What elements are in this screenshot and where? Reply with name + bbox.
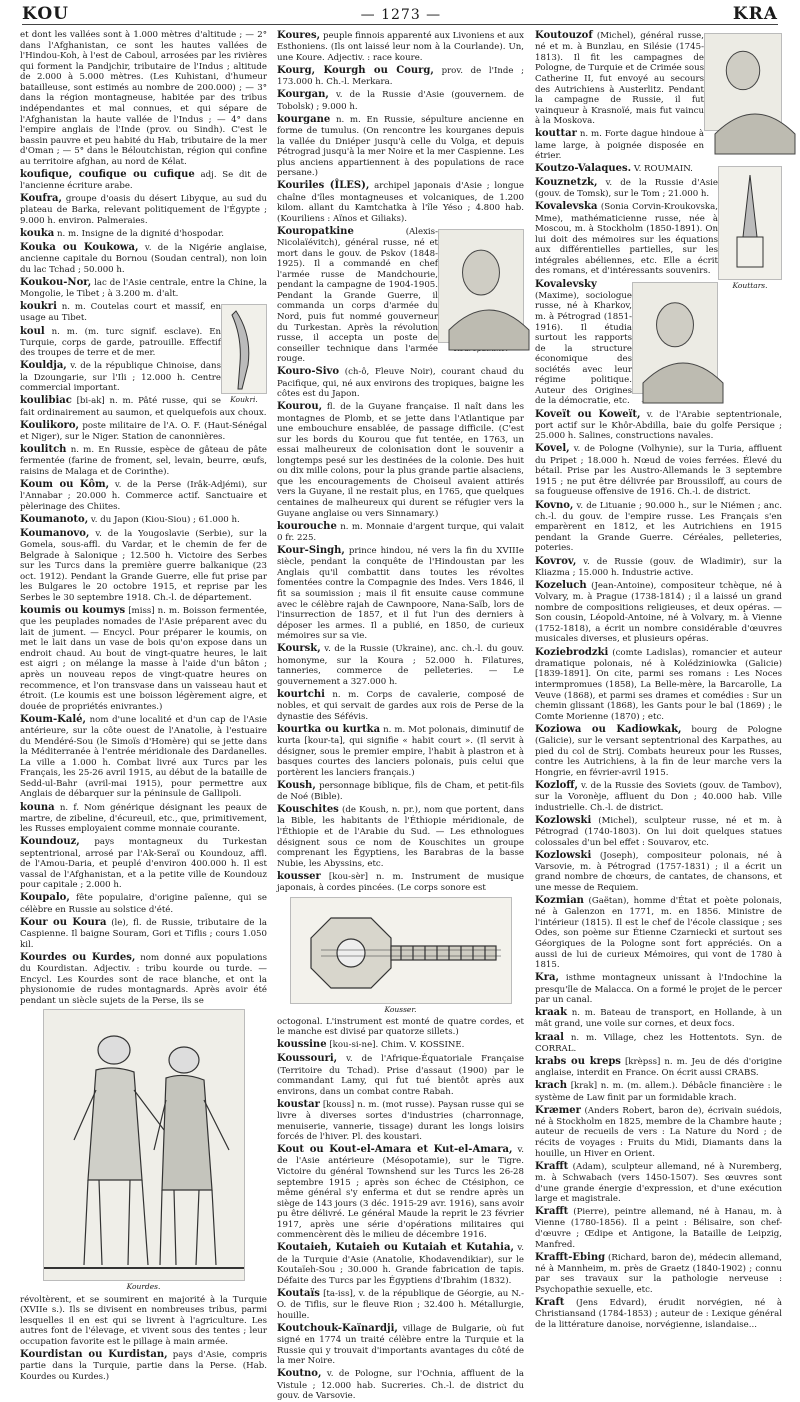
entry-definition: n. f. Nom générique désignant les peaux de martre, de zibeline, d'écureuil, etc., que, primitivement, les Russes employaient comme monnaie courante.	[20, 802, 268, 835]
dictionary-entry	[535, 1056, 782, 1079]
dictionary-entry	[535, 647, 782, 723]
entry-headword: Kouriles (ÎLES),	[277, 180, 370, 192]
dictionary-entry	[20, 479, 267, 512]
dictionary-entry	[277, 1323, 524, 1367]
entry-headword: Kozlowski	[535, 814, 592, 826]
entry-definition: adj. Se dit de l'ancienne écriture arabe.	[20, 169, 268, 192]
col1-entries-continued	[20, 1295, 267, 1383]
entry-definition: n. m. Corps de cavalerie, composé de nobles, et qui servait de gardes aux rois de Perse de la dynastie des Séfévis.	[277, 689, 524, 722]
dictionary-entry	[277, 643, 524, 687]
entry-definition: v. de Lituanie ; 90.000 h., sur le Niémen ; anc. ch.-l. du gouv. de l'empire russe. Les Français s'en emparèrent en 1812, et les Autrichiens en 1915 pendant la Grande Guerre. Céréales, pelleteries, poteries.	[535, 500, 782, 554]
entry-headword: Koziowa ou Kadiowkak,	[535, 723, 682, 735]
entry-headword: kouttar	[535, 128, 577, 140]
dictionary-entry	[277, 871, 524, 894]
caption-koukri: Koukri.	[230, 395, 258, 405]
entry-definition: poste militaire de l'A. O. F. (Haut-Sénégal et Niger), sur le Niger. Station de canonnières.	[20, 420, 267, 443]
dictionary-entry	[277, 30, 524, 63]
entry-headword: Kozloff,	[535, 779, 578, 791]
dictionary-entry	[535, 780, 782, 813]
dictionary-entry	[277, 89, 524, 112]
entry-definition: (Sonia Corvin-Kroukovska, Mme), mathématicienne russe, née à Moscou, m. à Stockholm (1850-1891). On lui doit des mémoires sur les équations aux différentielles partielles, sur les intégrales abéliennes, etc. Elle a écrit des romans, et d'intéressants souvenirs.	[535, 202, 718, 277]
dictionary-entry	[277, 1242, 524, 1286]
dictionary-entry	[277, 804, 524, 869]
dictionary-entry	[535, 1080, 782, 1103]
entry-definition: fl. de la Guyane française. Il naît dans les montagnes de Plomb, et se jette dans l'Atlantique par une embouchure ensablée, de passage difficile. (C'est sur les bords du Kourou que fut tentée, en 1763, un essai malheureux de colonisation dont le souvenir a longtemps pesé sur les destinées de la colonie. Des huit ou dix mille colons, pour la plus grande partie alsaciens, que les encouragements de Choiseul avaient attirés vers la Guyane, il ne restait plus, en 1765, que quelques centaines de malheureux qui durent se réfugier vers la Guyane anglaise ou vers Sinnamary.)	[277, 402, 524, 519]
kovalevska-illustration	[632, 282, 718, 394]
dictionary-entry	[20, 242, 267, 275]
entry-headword: Koutouzof	[535, 30, 593, 41]
dictionary-entry	[20, 277, 267, 300]
dictionary-entry	[535, 1032, 782, 1055]
caption-kourdes: Kourdes.	[126, 1282, 161, 1292]
caption-kouttars: Kouttars.	[732, 281, 768, 291]
entry-headword: Kourdistan ou Kurdistan,	[20, 1348, 168, 1360]
figure-kouropatkine	[438, 229, 524, 353]
column-1	[20, 30, 268, 1382]
dictionary-entry	[277, 1039, 524, 1051]
entry-headword: Kovalevska	[535, 201, 598, 213]
entry-headword: Kozeluch	[535, 579, 587, 591]
entry-definition: (Joseph), compositeur polonais, né à Varsovie, m. à Pétrograd (1757-1831) ; il a écrit un grand nombre de chœurs, de cantates, de chansons, et une messe de Requiem.	[535, 850, 782, 893]
entry-headword: Koutno,	[277, 1368, 322, 1380]
entry-headword: Koutchouk-Kaïnardji,	[277, 1322, 398, 1334]
entry-headword: Koumanoto,	[20, 513, 89, 525]
entry-headword: Koutzo-Valaques.	[535, 163, 632, 175]
entry-definition: v. de Russie (gouv. de Wladimir), sur la Kliazma ; 15.000 h. Industrie active.	[535, 556, 782, 578]
entry-headword: Koundouz,	[20, 836, 80, 848]
kouttars-illustration	[718, 166, 782, 280]
entry-headword: Kouznetzk,	[535, 177, 598, 189]
entry-headword: koukri	[20, 301, 57, 313]
entry-definition: v. de la Perse (Irâk-Adjémi), sur l'Annabar ; 20.000 h. Commerce actif. Sanctuaire et pèlerinage des Chiites.	[20, 480, 267, 512]
dictionary-entry	[277, 689, 524, 722]
koutouzof-illustration	[704, 33, 782, 131]
dictionary-entry	[535, 1206, 782, 1250]
entry-definition: pays montagneux du Turkestan septentrional, arrosé par l'Ak-Seraï ou Koundouz, affl. de l'Amou-Daria, et peuplé d'environ 400.000 h. Il est vassal de l'Afghanistan, et a la petite ville de Koundouz pour capitale ; 2.000 h.	[20, 837, 268, 891]
dictionary-entry	[277, 1017, 524, 1038]
figure-kousser	[277, 897, 524, 1014]
entry-definition: groupe d'oasis du désert Libyque, au sud du plateau de Barka, relevant politiquement de l'Égypte ; 9.000 h. environ. Palmeraies.	[20, 194, 267, 227]
entry-headword: Koutaïs	[277, 1287, 320, 1299]
entry-definition: [kouss] n. m. (mot russe). Paysan russe qui se livre à diverses sortes d'industries (charronnage, menuiserie, vannerie, tissage) durant les longs loisirs forcés de l'hiver. Pl. des koustari.	[277, 1099, 524, 1143]
entry-headword: Koveït ou Koweït,	[535, 408, 641, 420]
entry-headword: Kourdes ou Kurdes,	[20, 951, 136, 963]
entry-definition: (comte Ladislas), romancier et auteur dramatique polonais, né à Kolédziniowka (Galicie) [1839-1891]. On cite, parmi ses romans : Les Noces intermpromues (1858), La Belle-mère, la Barcarolle, La Veuve (1868), et parmi ses drames et comédies : Sur un chemin glissant (1868), les Gants pour le bal (1869) ; le Comte Morienne (1870) ; etc.	[535, 647, 782, 722]
dictionary-entry	[535, 1007, 782, 1030]
entry-definition: v. de la Russie des Soviets (gouv. de Tambov), sur la Voronèje, affluent du Don ; 40.000 hab. Ville industrielle. Ch.-l. de district.	[535, 780, 782, 813]
entry-headword: Kozlowski	[535, 849, 592, 861]
dictionary-entry	[277, 1368, 524, 1401]
dictionary-entry	[277, 724, 524, 779]
dictionary-entry	[535, 500, 782, 555]
kouropatkine-illustration	[438, 229, 524, 343]
entry-headword: Kovno,	[535, 499, 574, 511]
entry-definition: (Adam), sculpteur allemand, né à Nuremberg, m. à Schwabach (vers 1450-1507). Ses œuvres sont d'une grande énergie d'expression, et d'une exécution large et magistrale.	[535, 1161, 782, 1205]
entry-definition: v. de l'Arabie septentrionale, port actif sur le Khôr-Abdilla, baie du golfe Persique ; 25.000 h. Salines, constructions navales.	[535, 409, 782, 442]
entry-headword: Koutaieh, Kutaieh ou Kutaiah et Kutahia,	[277, 1242, 514, 1254]
entry-headword: kouna	[20, 801, 55, 813]
entry-headword: Koumanovo,	[20, 527, 90, 539]
entry-definition: n. m. Bateau de transport, en Hollande, à un mât grand, une voile sur cornes, et deux focs.	[535, 1008, 783, 1030]
entry-definition: fête populaire, d'origine païenne, qui se célèbre en Russie au solstice d'été.	[20, 893, 267, 915]
figure-kovalevska	[632, 282, 718, 404]
entry-headword: kraak	[535, 1007, 568, 1019]
dictionary-entry	[20, 514, 267, 526]
entry-definition: v. de la Turquie d'Asie (Anatolie, Khodavendikiar), sur le Koutaïeh-Sou ; 30.000 h. Grande fabrication de tapis. Défaite des Turcs par les Égyptiens d'Ibrahim (1832).	[277, 1243, 524, 1286]
dictionary-entry	[535, 850, 782, 894]
entry-headword: Koupalo,	[20, 892, 70, 904]
entry-headword: kouka	[20, 228, 55, 240]
entry-headword: krabs ou kreps	[535, 1055, 621, 1067]
entry-headword: Kourg, Kourgh ou Courg,	[277, 64, 434, 76]
dictionary-entry	[20, 952, 267, 1007]
entry-headword: Koum ou Kôm,	[20, 479, 110, 491]
entry-definition: v. de la Russie (Ukraine), anc. ch.-l. du gouv. homonyme, sur la Koura ; 52.000 h. Filatures, tanneries, commerce de pelleteries. — Le gouvernement a 327.000 h.	[277, 644, 524, 687]
dictionary-entry	[535, 972, 782, 1005]
entry-definition: (Jens Edvard), érudit norvégien, né à Christiansand (1784-1853) ; auteur de : Lexique général de la littérature danoise, norvégienne, islandaise...	[535, 1298, 783, 1330]
dictionary-entry	[277, 401, 524, 519]
entry-headword: Kouldja,	[20, 360, 67, 372]
entry-headword: Kræmer	[535, 1104, 581, 1116]
entry-headword: kourgane	[277, 113, 331, 125]
entry-headword: Koursk,	[277, 643, 321, 655]
dictionary-entry	[277, 1053, 524, 1097]
entry-definition: v. de la Nigérie anglaise, ancienne capitale du Bornou (Soudan central), non loin du lac Tchad ; 50.000 h.	[20, 242, 268, 275]
entry-definition: v. de Pologne, sur l'Ochnia, affluent de la Vistule ; 12.000 hab. Sucreries. Ch.-l. de district du gouv. de Varsovie.	[277, 1369, 525, 1402]
entry-definition: personnage biblique, fils de Cham, et petit-fils de Noé (Bible).	[277, 780, 525, 803]
col1-entries	[20, 30, 267, 1006]
entry-definition: (Jean-Antoine), compositeur tchèque, né à Volvary, m. à Prague (1738-1814) ; il a laissé un grand nombre de compositions religieuses, et deux opéras. — Son cousin, Léopold-Antoine, né à Volvary, m. à Vienne (1752-1818), a écrit un nombre considérable d'œuvres musicales diverses, et plusieurs opéras.	[535, 580, 782, 645]
dictionary-entry	[535, 409, 782, 442]
entry-headword: Kouka ou Koukowa,	[20, 241, 139, 253]
dictionary-entry	[535, 1252, 782, 1296]
entry-headword: Kour ou Koura	[20, 916, 107, 928]
dictionary-entry	[20, 802, 267, 835]
entry-definition: (Richard, baron de), médecin allemand, né à Mannheim, m. près de Graetz (1840-1902) ; connu par ses travaux sur la pathologie nerveuse : Psychopathie sexuelle, etc.	[535, 1252, 782, 1296]
entry-definition: v. de Pologne (Volhynie), sur la Turia, affluent du Pripet ; 18.000 h. Nœud de voies ferrées. Élevé du bétail. Prise par les Austro-Allemands le 3 septembre 1915 ; ne put être délivrée par Broussiloff, au cours de sa fougueuse offensive de 1916. Ch.-l. de district.	[535, 444, 783, 498]
entry-definition: v. de l'Afrique-Équatoriale Française (Territoire du Tchad). Prise d'assaut (1900) par le commandant Lamy, qui fut tué bientôt après aux environs, dans un combat contre Rabah.	[277, 1054, 524, 1097]
entry-headword: koulibiac	[20, 395, 72, 407]
entry-definition: n. m. Insigne de la dignité d'hospodar.	[57, 229, 224, 240]
entry-headword: Koussouri,	[277, 1053, 338, 1065]
entry-definition: isthme montagneux unissant à l'Indochine la presqu'île de Malacca. On a formé le projet de le percer par un canal.	[535, 973, 783, 1006]
dictionary-entry	[277, 180, 524, 224]
entry-definition: n. m. En Russie, espèce de gâteau de pâte fermentée (farine de froment, sel, levain, beurre, œufs, raisins de Malaga et de Corinthe).	[20, 445, 268, 477]
column-2	[277, 30, 525, 1402]
entry-definition: [kou-sèr] n. m. Instrument de musique japonais, à cordes pincées. (Le corps sonore est	[277, 871, 524, 893]
entry-headword: Koures,	[277, 30, 321, 41]
dictionary-entry	[20, 420, 267, 443]
kourdes-illustration	[43, 1009, 245, 1281]
dictionary-entry	[535, 556, 782, 579]
entry-headword: Kovrov,	[535, 555, 577, 567]
entry-definition: (Alexis-Nicolaïévitch), général russe, né et mort dans le gouv. de Pskov (1848-1925). Il a commandé en chef l'armée russe de Mandchourie, pendant la campagne de 1904-1905. Pendant la Grande Guerre, il commanda un corps d'armée du Nord, puis fut nommé gouverneur du Turkestan. Après la révolution russe, il accepta un poste de conseiller technique dans l'armée rouge.	[277, 226, 438, 365]
dictionary-entry	[535, 580, 782, 645]
dictionary-entry	[20, 528, 267, 604]
col2-entries-continued	[277, 1017, 524, 1402]
entry-headword: Koukou-Nor,	[20, 276, 92, 288]
entry-definition: (ch-ô, Fleuve Noir), courant chaud du Pacifique, qui, né aux environs des tropiques, baigne les côtes est du Japon.	[277, 367, 524, 400]
dictionary-entry	[20, 30, 267, 167]
header-right-guideword: KRA	[732, 4, 778, 24]
dictionary-entry	[277, 65, 524, 88]
figure-kourdes	[20, 1009, 267, 1291]
dictionary-entry	[277, 1144, 524, 1241]
entry-definition: village de Bulgarie, où fut signé en 1774 un traité célèbre entre la Turquie et la Russie qui y trouvait d'importants avantages du côté de la mer Noire.	[277, 1323, 524, 1367]
entry-headword: Kraft	[535, 1297, 565, 1309]
entry-definition: lac de l'Asie centrale, entre la Chine, la Mongolie, le Tibet ; à 3.200 m. d'alt.	[20, 277, 267, 300]
dictionary-entry	[20, 836, 267, 891]
dictionary-entry	[277, 521, 524, 544]
entry-definition: v. de l'Asie antérieure (Mésopotamie), sur le Tigre. Victoire du général Townshend sur les Turcs les 26-28 septembre 1915 ; après son échec de Ctésiphon, ce même général s'y enferma et dut se rendre après un siège de 143 jours (3 déc. 1915-29 avr. 1916), sans avoir pu être délivré. Le général Maude la reprit le 23 février 1917, après une série d'opérations militaires qui commencèrent dès le milieu de décembre 1916.	[277, 1145, 525, 1241]
dictionary-entry	[535, 1105, 782, 1160]
dictionary-entry	[277, 114, 524, 179]
dictionary-entry	[535, 1297, 782, 1330]
entry-headword: Krafft	[535, 1206, 569, 1218]
entry-definition: n. m. Village, chez les Hottentots. Syn. de CORRAL.	[535, 1032, 783, 1054]
entry-definition: [krèpss] n. m. Jeu de dés d'origine anglaise, interdit en France. On écrit aussi CRABS.	[535, 1056, 782, 1079]
entry-definition: [krak] n. m. (m. allem.). Débâcle financière : le système de Law finit par un formidable krach.	[535, 1081, 782, 1103]
entry-headword: koumis ou koumys	[20, 604, 126, 616]
dictionary-entry	[277, 1099, 524, 1143]
entry-headword: Kovel,	[535, 443, 570, 455]
dictionary-entry	[20, 193, 267, 226]
entry-headword: koulitch	[20, 444, 67, 456]
entry-definition: (le), fl. de Russie, tributaire de la Caspienne. Il baigne Souram, Gori et Tiflis ; cours 1.050 kil.	[20, 917, 268, 950]
entry-headword: Kout ou Kout-el-Amara et Kut-el-Amara,	[277, 1144, 513, 1156]
entry-headword: koussine	[277, 1039, 327, 1051]
entry-definition: bourg de Pologne (Galicie), sur le versant septentrional des Karpathes, au pied du col de Strij. Combats heureux pour les Russes, contre les Autrichiens, à la fin de leur marche vers la Hongrie, en février-avril 1915.	[535, 724, 782, 778]
entry-definition: et dont les vallées sont à 1.000 mètres d'altitude ; — 2° dans l'Afghanistan, ce sont les hautes vallées de l'Hindou-Koh, à l'est de Caboul, arrosées par les rivières qui forment la Pandjchir, tributaire de l'Indus ; altitude de 2.000 à 5.000 mètres. (Les Kuhistani, d'humeur batailleuse, sont estimés au nombre de 200.000) ; — 3° dans la région montagneuse, habitée par des tribus indépendantes et mal connues, et qui sépare de l'Afghanistan la haute vallée de l'Indus ; — 4° dans l'empire anglais de l'Inde (prov. ou Sindh). C'est le bassin pauvre et peu habité du Hab, tributaire de la mer d'Oman ; — 5° dans le Béloutchistan, région qui confine au territoire afghan, au nord de Kélat.	[20, 30, 267, 167]
entry-definition: n. m. Forte dague hindoue à lame large, à poignée disposée en étrier.	[535, 129, 704, 162]
entry-definition: prince hindou, né vers la fin du XVIIIe siècle, pendant la conquête de l'Hindoustan par les Anglais qu'il combattit dans toutes les révoltes fomentées contre la Compagnie des Indes. Vers 1846, il fit sa soumission ; mais il fit ensuite cause commune avec le célèbre rajah de Cawnpoore, Nana-Saïb, lors de l'insurrection de 1857, et il fut l'un des derniers à déposer les armes. Il a publié, en 1850, de curieux mémoires sur sa vie.	[277, 545, 524, 642]
entry-headword: koustar	[277, 1098, 320, 1110]
entry-definition: nom d'une localité et d'un cap de l'Asie antérieure, sur la côte ouest de l'Anatolie, à l'estuaire du Mendéré-Sou (le Simoïs d'Homère) qui se jette dans la Méditerranée à l'entrée méridionale des Dardanelles. La ville a 1.000 h. Combat livré aux Turcs par les Français, les 25-26 avril 1915, au début de la bataille de Sedd-ul-Bahr (avril-mai 1915), pour permettre aux Anglais de débarquer sur la péninsule de Gallipoli.	[20, 714, 268, 800]
dictionary-entry	[535, 443, 782, 498]
dictionary-entry	[20, 892, 267, 915]
dictionary-entry	[535, 895, 782, 971]
entry-definition: [kou-si-ne]. Chim. V. KOSSINE.	[329, 1040, 465, 1051]
entry-headword: Krafft-Ebing	[535, 1251, 606, 1263]
entry-definition: pays d'Asie, compris partie dans la Turquie, partie dans la Perse. (Hab. Kourdes ou Kurdes.)	[20, 1349, 268, 1382]
dictionary-entry	[20, 228, 267, 240]
entry-headword: Koziebrodzki	[535, 646, 609, 658]
entry-headword: krach	[535, 1080, 568, 1092]
entry-headword: Koush,	[277, 779, 316, 791]
entry-definition: v. de la Russie d'Asie (gouv. de Tomsk), sur le Tom ; 21.000 h.	[535, 178, 719, 200]
dictionary-entry	[277, 366, 524, 399]
page-number: — 1273 —	[360, 7, 442, 23]
entry-definition: n. m. En Russie, sépulture ancienne en forme de tumulus. (On rencontre les kourganes depuis la vallée du Dniéper jusqu'à celle du Volga, et depuis Pétrograd jusqu'à la mer Noire et la mer Caspienne. Les plus anciens appartiennent à des populations de race persane.)	[277, 114, 525, 179]
entry-definition: octogonal. L'instrument est monté de quatre cordes, et le manche est divisé par quatorze sillets.)	[277, 1016, 524, 1038]
entry-definition: v. du Japon (Kiou-Siou) ; 61.000 h.	[90, 514, 240, 525]
dictionary-entry	[20, 917, 267, 950]
figure-kouttars	[718, 166, 782, 290]
dictionary-entry	[535, 815, 782, 848]
entry-definition: (Gaëtan), homme d'État et poète polonais, né à Galenzon en 1771, m. en 1856. Ministre de l'intérieur (1815). Il est le chef de l'école classique ; ses Odes, son poème sur Étienne Czarniecki et surtout ses Géorgiques de la Pologne sont fort appréciés. On a aussi de lui de curieux Mémoires, qui vont de 1780 à 1815.	[535, 896, 782, 971]
entry-definition: (Michel), général russe, né et m. à Bunzlau, en Silésie (1745-1813). Il fit les campagnes de Pologne, de Turquie et de Crimée sous Catherine II, fut envoyé au secours des Autrichiens à Austerlitz. Pendant la campagne de Russie, il fut vainqueur à Krasnoïé, mais fut vaincu à la Moskova.	[535, 31, 705, 127]
entry-headword: koul	[20, 325, 45, 337]
dictionary-entry	[20, 169, 267, 192]
dictionary-entry	[20, 1295, 267, 1348]
dictionary-entry	[535, 724, 782, 779]
entry-headword: Kouro-Sivo	[277, 366, 340, 378]
entry-definition: révoltèrent, et se soumirent en majorité à la Turquie (XVIIe s.). Ils se divisent en nombreuses tribus, parmi lesquelles il en est qui se livrent à l'agriculture. Les autres font de l'élevage, et vivent sous des tentes ; leur occupation favorite est le pillage à main armée.	[20, 1294, 267, 1347]
entry-headword: Kourou,	[277, 401, 323, 413]
header-left-guideword: KOU	[22, 4, 69, 24]
entry-headword: kraal	[535, 1031, 564, 1043]
column-3	[535, 30, 783, 1330]
entry-definition: n. m. (m. turc signif. esclave). En Turquie, corps de garde, patrouille. Effectif des troupes de terre et de mer.	[20, 326, 222, 359]
koukri-illustration	[221, 304, 267, 394]
dictionary-entry	[277, 545, 524, 642]
entry-definition: V. ROUMAIN.	[633, 164, 693, 175]
entry-definition: peuple finnois apparenté aux Livoniens et aux Esthoniens. (Ils ont laissé leur nom à la Courlande). Un, une Koure. Adjectiv. : race koure.	[277, 31, 524, 63]
entry-definition: n. m. Monnaie d'argent turque, qui valait 0 fr. 225.	[277, 521, 524, 543]
entry-headword: kourouche	[277, 520, 337, 532]
page-header	[22, 4, 778, 25]
figure-koutouzof	[704, 33, 782, 141]
dictionary-entry	[20, 444, 267, 477]
entry-definition: (Pierre), peintre allemand, né à Hanau, m. à Vienne (1780-1856). Il a peint : Bélisaire, son chef-d'œuvre ; Œdipe et Antigone, la Bataille de Leipzig, Manfred.	[535, 1207, 782, 1250]
entry-headword: Kra,	[535, 972, 559, 984]
dictionary-entry	[277, 1288, 524, 1321]
entry-definition: n. m. Mot polonais, diminutif de kurta [kour-ta], qui signifie « habit court ». (Il servit à désigner, sous le premier empire, l'habit à plastron et à basques courtes des lanciers polonais, puis celui que portèrent les lanciers français.)	[277, 724, 524, 778]
dictionary-entry	[277, 780, 524, 803]
dictionary-entry	[20, 1349, 267, 1382]
dictionary-entry	[20, 605, 267, 712]
figure-koukri	[221, 304, 267, 404]
entry-headword: Kouropatkine	[277, 225, 354, 237]
entry-definition: [miss] n. m. Boisson fermentée, que les peuplades nomades de l'Asie préparent avec du lait de jument. — Encycl. Pour préparer le koumis, on met le lait dans un vase de bois qu'on expose dans un endroit chaud. Au bout de vingt-quatre heures, le lait est aigri ; on mélange la masse à l'aide d'un bâton ; après un nouveau repos de vingt-quatre heures on recommence, et l'on transvase dans un vaisseau haut et étroit. (Le koumis est une boisson légèrement aigre, et douée de propriétés enivrantes.)	[20, 605, 268, 712]
entry-headword: Kourgan,	[277, 89, 329, 101]
dictionary-entry	[535, 1161, 782, 1205]
entry-definition: v. de la Russie d'Asie (gouvernem. de Tobolsk) ; 9.000 h.	[277, 90, 524, 112]
entry-headword: Kovalevsky	[535, 278, 597, 290]
entry-definition: (de Koush, n. pr.), nom que portent, dans la Bible, les habitants de l'Éthiopie méridionale, de l'Éthiopie et de l'Arabie du Sud. — Les ethnologues désignent sous ce nom de Kouschites un groupe comprenant les Égyptiens, les Barabras de la basse Nubie, les Abyssins, etc.	[277, 805, 524, 869]
entry-definition: nom donné aux populations du Kourdistan. Adjectiv. : tribu kourde ou turde. — Encycl. Les Kourdes sont de race blanche, et ont la physionomie de rudes montagnards. Après avoir été pendant un siècle sujets de la Perse, ils se	[20, 952, 268, 1006]
entry-headword: Kouschites	[277, 804, 339, 816]
entry-definition: prov. de l'Inde ; 173.000 h. Ch.-l. Merkara.	[277, 65, 525, 88]
entry-headword: Koufra,	[20, 193, 62, 205]
entry-definition: (Maxime), sociologue russe, né à Kharkov, m. à Pétrograd (1851-1916). Il étudia surtout les rapports de la structure économique des sociétés avec leur régime politique. Auteur des Origines de la démocratie, etc.	[535, 290, 632, 407]
entry-definition: v. de la Yougoslavie (Serbie), sur la Gomela, sous-affl. du Vardar, et le chemin de fer de Belgrade à Salonique ; 12.500 h. Victoire des Serbes sur les Turcs dans la première guerre balkanique (23 oct. 1912). Pendant la Grande Guerre, elle fut prise par les Bulgares le 20 octobre 1915, et reprise par les Serbes le 30 septembre 1918. Ch.-l. de département.	[20, 528, 267, 603]
entry-headword: kourtchi	[277, 688, 325, 700]
entry-definition: archipel japonais d'Asie ; longue chaîne d'îles montagneuses et volcaniques, de 1.200 kilom. allant du Kamtchatka à l'île Yéso ; 4.800 hab. (Kouriliens : Aïnos et Giliaks).	[277, 181, 524, 224]
entry-headword: Koulikoro,	[20, 419, 80, 431]
entry-headword: kourtka ou kurtka	[277, 723, 381, 735]
entry-definition: [bi-ak] n. m. Pâté russe, qui se fait ordinairement au saumon, et quelquefois aux choux.	[20, 396, 267, 418]
entry-headword: Koum-Kalé,	[20, 713, 86, 725]
entry-headword: Krafft	[535, 1160, 569, 1172]
entry-headword: koufique, coufique ou cufique	[20, 168, 195, 180]
entry-headword: Kozmian	[535, 895, 584, 907]
entry-definition: (Anders Robert, baron de), écrivain suédois, né à Stockholm en 1825, membre de la Chambre haute ; auteur de recueils de vers : La Nature du Nord ; de récits de voyages : Fruits du Midi, Diamants dans la houille, un Hiver en Orient.	[535, 1105, 783, 1159]
dictionary-entry	[20, 714, 267, 800]
entry-headword: Kour-Singh,	[277, 544, 345, 556]
entry-headword: kousser	[277, 870, 321, 882]
entry-definition: n. m. Coutelas court et massif, en usage au Tibet.	[20, 302, 221, 324]
kousser-illustration	[290, 897, 512, 1004]
entry-definition: [ta-iss], v. de la république de Géorgie, au N.-O. de Tiflis, sur le fleuve Rion ; 32.400 h. Métallurgie, houille.	[277, 1288, 524, 1321]
entry-definition: v. de la république Chinoise, dans la Dzoungarie, sur l'Ili ; 12.000 h. Centre commercial important.	[20, 361, 221, 394]
col2-entries	[277, 30, 524, 894]
col3-entries	[535, 30, 782, 1331]
caption-kousser: Kousser.	[384, 1004, 417, 1014]
entry-definition: (Michel), sculpteur russe, né et m. à Pétrograd (1740-1803). On lui doit quelques statues colossales d'un bel effet : Souvarov, etc.	[535, 815, 782, 848]
